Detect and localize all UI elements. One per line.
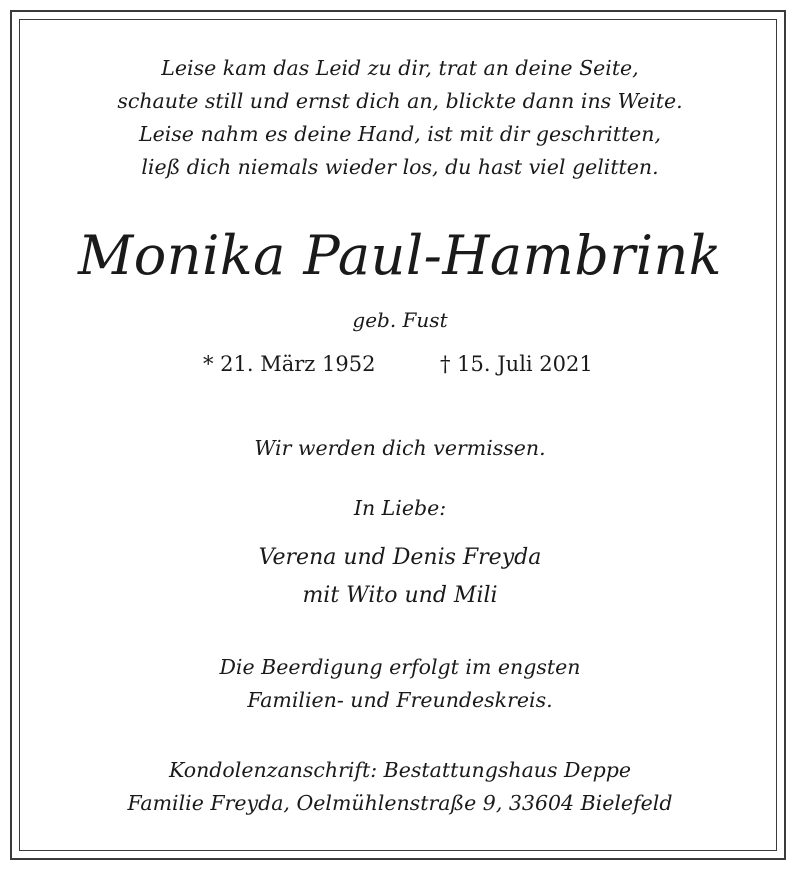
poem-line-4: ließ dich niemals wieder los, du hast viel gelitten. [141, 155, 659, 179]
maiden-name: geb. Fust [352, 308, 448, 332]
condolence-line-2: Familie Freyda, Oelmühlenstraße 9, 33604 Bielefeld [127, 791, 673, 815]
poem-line-1: Leise kam das Leid zu dir, trat an deine Seite, [161, 56, 639, 80]
poem-line-2: schaute still und ernst dich an, blickte dann ins Weite. [117, 89, 683, 113]
signoff-text: In Liebe: [353, 496, 447, 520]
birth-date: * 21. März 1952 [203, 352, 376, 376]
death-date: † 15. Juli 2021 [440, 352, 593, 376]
farewell-message: Wir werden dich vermissen. [254, 436, 546, 460]
family-line-2: mit Wito und Mili [302, 583, 498, 608]
family-line-1: Verena und Denis Freyda [258, 545, 542, 570]
funeral-line-1: Die Beerdigung erfolgt im engsten [219, 655, 581, 679]
condolence-line-1: Kondolenzanschrift: Bestattungshaus Deppe [168, 758, 631, 782]
poem-line-3: Leise nahm es deine Hand, ist mit dir geschritten, [138, 122, 662, 146]
funeral-line-2: Familien- und Freundeskreis. [247, 688, 553, 712]
deceased-name: Monika Paul-Hambrink [78, 224, 722, 287]
